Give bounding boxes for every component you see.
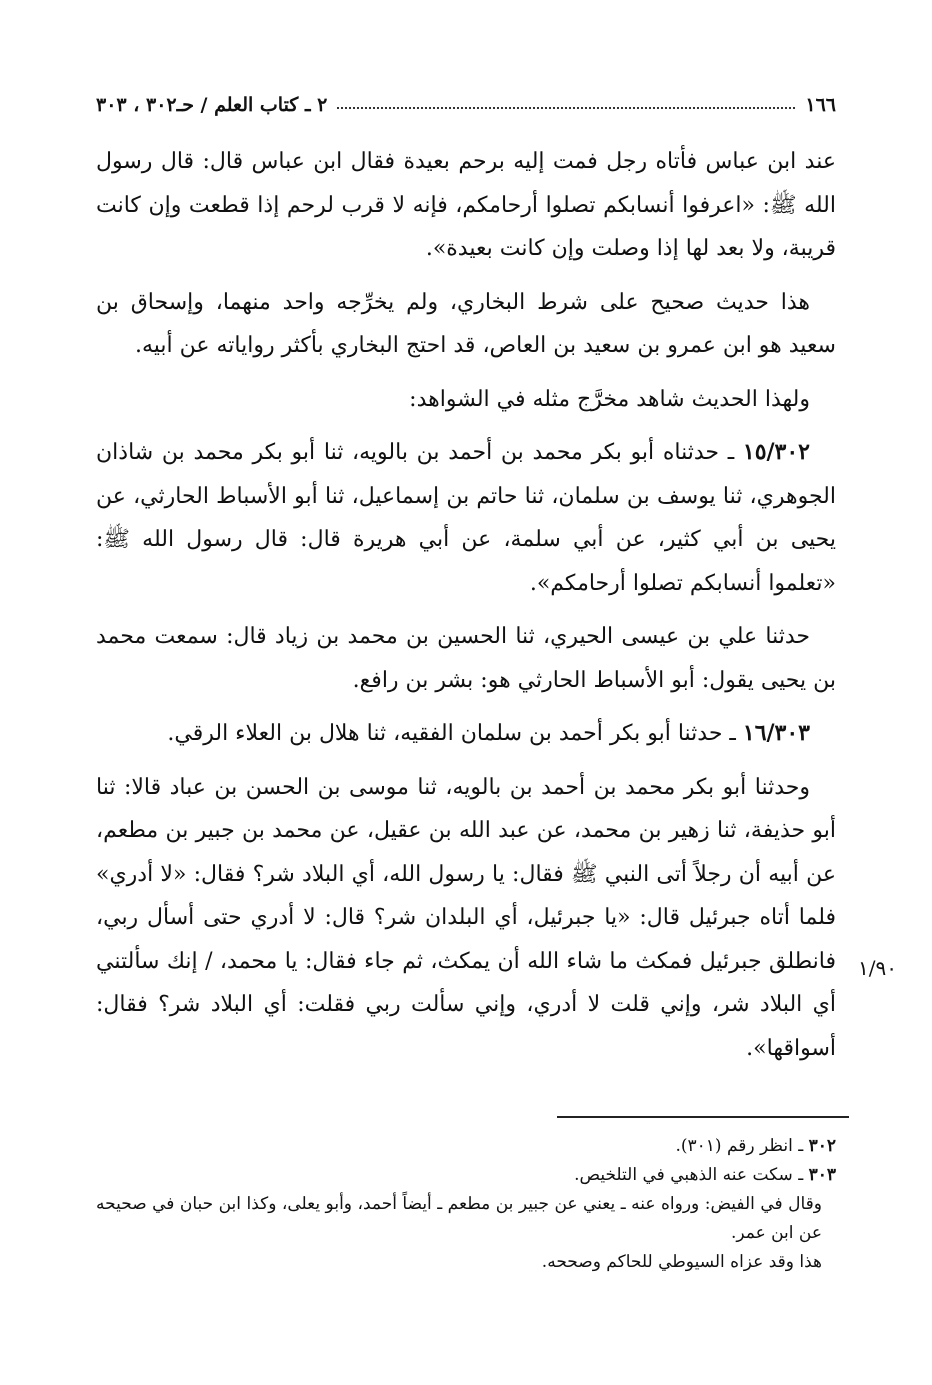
footnote-303: [96, 1161, 836, 1190]
paragraph-witness: ولهذا الحديث شاهد مخرَّج مثله في الشواهد:: [409, 386, 810, 412]
hadith-302: [96, 431, 836, 605]
manuscript-margin-ref: ١/٩٠: [858, 956, 897, 980]
footnote-faydh: وقال في الفيض: ورواه عنه ـ يعني عن جبير بن مطعم ـ أيضاً أحمد، وأبو يعلى، وكذا ابن حبان في صحيحه عن ابن عمر.: [96, 1194, 822, 1243]
footnotes: [96, 1132, 836, 1277]
paragraph-ibn-abbas: عند ابن عباس فأتاه رجل فمت إليه برحم بعيدة فقال ابن عباس قال: قال رسول الله ﷺ: «اعرفوا أنسابكم تصلوا أرحامكم، فإنه لا قرب لرحم إذا قطعت وإن كانت قريبة، ولا بعد لها إذا وصلت وإن كانت بعيدة».: [96, 149, 836, 261]
paragraph-worst-places: وحدثنا أبو بكر محمد بن أحمد بن بالويه، ثنا موسى بن الحسن بن عباد قالا: ثنا أبو حذيفة، ثنا زهير بن محمد، عن عبد الله بن عقيل، عن محمد بن جبير بن مطعم، عن أبيه أن رجلاً أتى النبي ﷺ فقال: يا رسول الله، أي البلاد شر؟ فقال: «لا أدري» فلما أتاه جبرئيل قال: «يا جبرئيل، أي البلدان شر؟ قال: لا أدري حتى أسأل ربي، فانطلق جبرئيل فمكث ما شاء الله أن يمكث، ثم جاء فقال: يا محمد، / إنك سألتني أي البلاد شر، وإني قلت لا أدري، وإني سألت ربي فقلت: أي البلاد شر؟ فقال: أسواقها».: [96, 774, 836, 1061]
footnote-separator: [557, 1116, 849, 1118]
header-dotted-leader: [337, 107, 795, 109]
hadith-303-text: ـ حدثنا أبو بكر أحمد بن سلمان الفقيه، ثنا هلال بن العلاء الرقي.: [167, 721, 743, 746]
footnote-302-number: ٣٠٢: [808, 1136, 836, 1156]
footnote-302: [96, 1132, 836, 1161]
header-title: ٢ ـ كتاب العلم / حـ٣٠٢ ، ٣٠٣: [96, 94, 328, 116]
footnote-suyuti: هذا وقد عزاه السيوطي للحاكم وصححه.: [541, 1252, 822, 1272]
running-header: [96, 82, 836, 116]
footnote-303-number: ٣٠٣: [808, 1165, 836, 1185]
footnote-303-text: ـ سكت عنه الذهبي في التلخيص.: [574, 1165, 809, 1185]
footnote-302-text: ـ انظر رقم (٣٠١).: [675, 1136, 809, 1156]
page-number: ١٦٦: [805, 94, 836, 116]
hadith-303: [96, 712, 836, 756]
paragraph-abu-al-asbat: حدثنا علي بن عيسى الحيري، ثنا الحسين بن محمد بن زياد قال: سمعت محمد بن يحيى يقول: أبو الأسباط الحارثي هو: بشر بن رافع.: [96, 624, 836, 693]
hadith-302-number: ١٥/٣٠٢: [742, 439, 810, 465]
paragraph-grading: هذا حديث صحيح على شرط البخاري، ولم يخرِّجه واحد منهما، وإسحاق بن سعيد هو ابن عمرو بن سعيد بن العاص، قد احتج البخاري بأكثر رواياته عن أبيه.: [96, 289, 836, 358]
hadith-303-number: ١٦/٣٠٣: [742, 720, 810, 746]
main-text: [96, 140, 836, 1080]
hadith-302-text: ـ حدثناه أبو بكر محمد بن أحمد بن بالويه، ثنا أبو بكر محمد بن شاذان الجوهري، ثنا يوسف بن سلمان، ثنا حاتم بن إسماعيل، ثنا أبو الأسباط الحارثي، عن يحيى بن أبي كثير، عن أبي سلمة، عن أبي هريرة قال: قال رسول الله ﷺ: «تعلموا أنسابكم تصلوا أرحامكم».: [96, 440, 836, 596]
